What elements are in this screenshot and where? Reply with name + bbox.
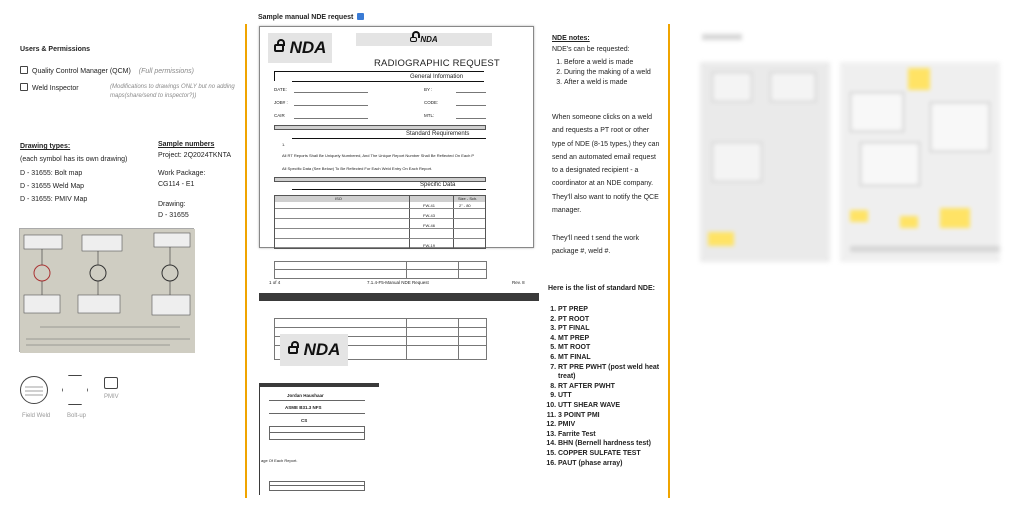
drawing-type-item: D - 31655: PMIV Map <box>20 196 88 203</box>
sample-numbers-title: Sample numbers <box>158 141 215 148</box>
list-item: 13. Farrite Test <box>558 430 672 440</box>
list-item: 2. PT ROOT <box>558 315 672 325</box>
nde-request-page: NDA NDA RADIOGRAPHIC REQUEST General Information DATE: JOB# : CAIR BY : CODE: MTL: Standard Requirements 1. All RT Reports Shall Be Uniquely Numbered, And The Unique Report Number Shall Be Reflected On Each P All Specific Data (See Below) To Be Reflected For Each Weld Entry On Each Report. Specific Data ISO Size - Sch. FW-41 2" - 80 FW-43 FW-46 FW-19 <box>259 26 534 248</box>
weld-row: FW-19 <box>423 243 435 248</box>
specific-data-table <box>274 195 486 249</box>
blurred-preview <box>700 32 1000 268</box>
work-package-value: CG114 - E1 <box>158 181 195 188</box>
field-label: JOB# : <box>274 100 288 105</box>
bolt-up-symbol[interactable] <box>62 375 88 405</box>
page-note: age Of Each Report. <box>261 458 298 463</box>
drawing-type-item: D - 31655 Weld Map <box>20 183 85 190</box>
symbol-label: Field Weld <box>22 413 51 419</box>
nde-when-list <box>552 58 662 88</box>
drawing-type-item: D - 31655: Bolt map <box>20 170 83 177</box>
list-item: 1. PT PREP <box>558 305 672 315</box>
role-weld-inspector <box>20 83 110 92</box>
list-item: 12. PMIV <box>558 420 672 430</box>
lock-icon <box>410 37 417 42</box>
drawing-types-subtitle: (each symbol has its own drawing) <box>20 156 128 163</box>
weld-row: FW-41 <box>423 203 435 208</box>
requester-name: Jordan Haushaar <box>287 393 324 398</box>
drawing-types-title: Drawing types: <box>20 143 71 150</box>
role-name: Quality Control Manager (QCM) <box>32 68 131 75</box>
section-standard-req: Standard Requirements <box>406 131 470 137</box>
requirement-line: All RT Reports Shall Be Uniquely Numbered, And The Unique Report Number Shall Be Reflected On Each P <box>282 153 475 158</box>
sample-project: Project: 2Q2024TKNTA <box>158 152 232 159</box>
standard-nde-list <box>544 305 672 468</box>
drawing-label: Drawing: <box>158 201 186 208</box>
list-item: 6. MT FINAL <box>558 353 672 363</box>
nda-text: NDA <box>303 340 341 359</box>
list-item: 3. After a weld is made <box>564 78 662 88</box>
field-label: BY : <box>424 87 433 92</box>
section-specific-data: Specific Data <box>420 182 456 188</box>
nda-badge <box>268 33 332 63</box>
lock-icon <box>274 44 284 52</box>
footer-title: 7.1.4-F5-Manual NDE Request <box>367 280 429 285</box>
lock-icon <box>288 346 298 354</box>
list-item: 5. MT ROOT <box>558 343 672 353</box>
field-label: MTL: <box>424 113 435 118</box>
role-note: (Full permissions) <box>138 68 194 75</box>
nda-text: NDA <box>289 38 327 57</box>
pmiv-symbol[interactable] <box>104 377 118 389</box>
role-note: (Modifications to drawings ONLY but no adding maps(share/send to inspector?)) <box>110 84 235 99</box>
field-label: DATE: <box>274 87 287 92</box>
doc-title: RADIOGRAPHIC REQUEST <box>374 58 500 69</box>
work-package-label: Work Package: <box>158 170 206 177</box>
footer-rev: Rev. 8 <box>512 280 525 285</box>
list-item: 9. UTT <box>558 391 672 401</box>
field-label: CODE: <box>424 100 439 105</box>
building-icon <box>20 66 28 74</box>
standard-nde-title: Here is the list of standard NDE: <box>548 285 655 292</box>
col-iso: ISO <box>335 196 342 201</box>
notes-paragraph: They'll need t send the work package #, weld #. <box>552 235 639 256</box>
notes-title: NDE notes: <box>552 35 590 42</box>
list-item: 15. COPPER SULFATE TEST <box>558 449 672 459</box>
requirement-line: All Specific Data (See Below) To Be Reflected For Each Weld Entry On Each Report. <box>282 166 433 171</box>
drawing-sketch-photo <box>19 228 194 352</box>
doc-heading-text: Sample manual NDE request <box>258 14 354 21</box>
list-item: 4. MT PREP <box>558 334 672 344</box>
drawing-value: D - 31655 <box>158 212 189 219</box>
col-size: Size - Sch. <box>458 196 478 201</box>
weld-row: FW-46 <box>423 223 435 228</box>
role-name: Weld Inspector <box>32 85 79 92</box>
field-weld-symbol[interactable] <box>20 376 48 404</box>
list-item: 8. RT AFTER PWHT <box>558 382 672 392</box>
section-general-info: General Information <box>410 74 464 80</box>
symbol-label: Bolt-up <box>67 413 87 419</box>
external-link-icon[interactable] <box>357 13 364 20</box>
material: CS <box>301 418 308 423</box>
spec-code: ASME B31.3 NFS <box>285 405 322 410</box>
list-item: 11. 3 POINT PMI <box>558 411 672 421</box>
footer-page: 1 of 4 <box>269 280 281 285</box>
nde-request-page-3 <box>259 383 379 495</box>
nde-request-page-footer <box>262 259 538 289</box>
role-qcm <box>20 66 230 75</box>
list-item: 10. UTT SHEAR WAVE <box>558 401 672 411</box>
size-value: 2" - 80 <box>459 203 471 208</box>
nda-text: NDA <box>420 35 438 44</box>
nde-request-page-2 <box>262 304 538 370</box>
nda-badge <box>280 334 348 366</box>
list-item: 2. During the making of a weld <box>564 68 662 78</box>
section-divider <box>245 24 247 498</box>
symbol-label: PMIV <box>104 394 119 400</box>
page-break <box>259 293 539 301</box>
doc-heading <box>258 13 364 21</box>
field-label: CAIR <box>274 113 285 118</box>
list-item: 1. Before a weld is made <box>564 58 662 68</box>
notes-paragraph: When someone clicks on a weld and requests a PT root or other type of NDE (8-15 types,) they can send an automated email request to a designated recipient - a coordinator at an NDE company. They'll also want to notify the QCE manager. <box>552 114 660 215</box>
users-title: Users & Permissions <box>20 46 91 53</box>
list-item: 14. BHN (Bernell hardness test) <box>558 439 672 449</box>
clipboard-icon <box>20 83 28 91</box>
list-item: 7. RT PRE PWHT (post weld heat treat) <box>558 363 672 382</box>
weld-row: FW-43 <box>423 213 435 218</box>
nda-banner <box>356 33 492 46</box>
list-item: 16. PAUT (phase array) <box>558 459 672 469</box>
notes-intro: NDE's can be requested: <box>552 46 630 53</box>
list-item: 3. PT FINAL <box>558 324 672 334</box>
